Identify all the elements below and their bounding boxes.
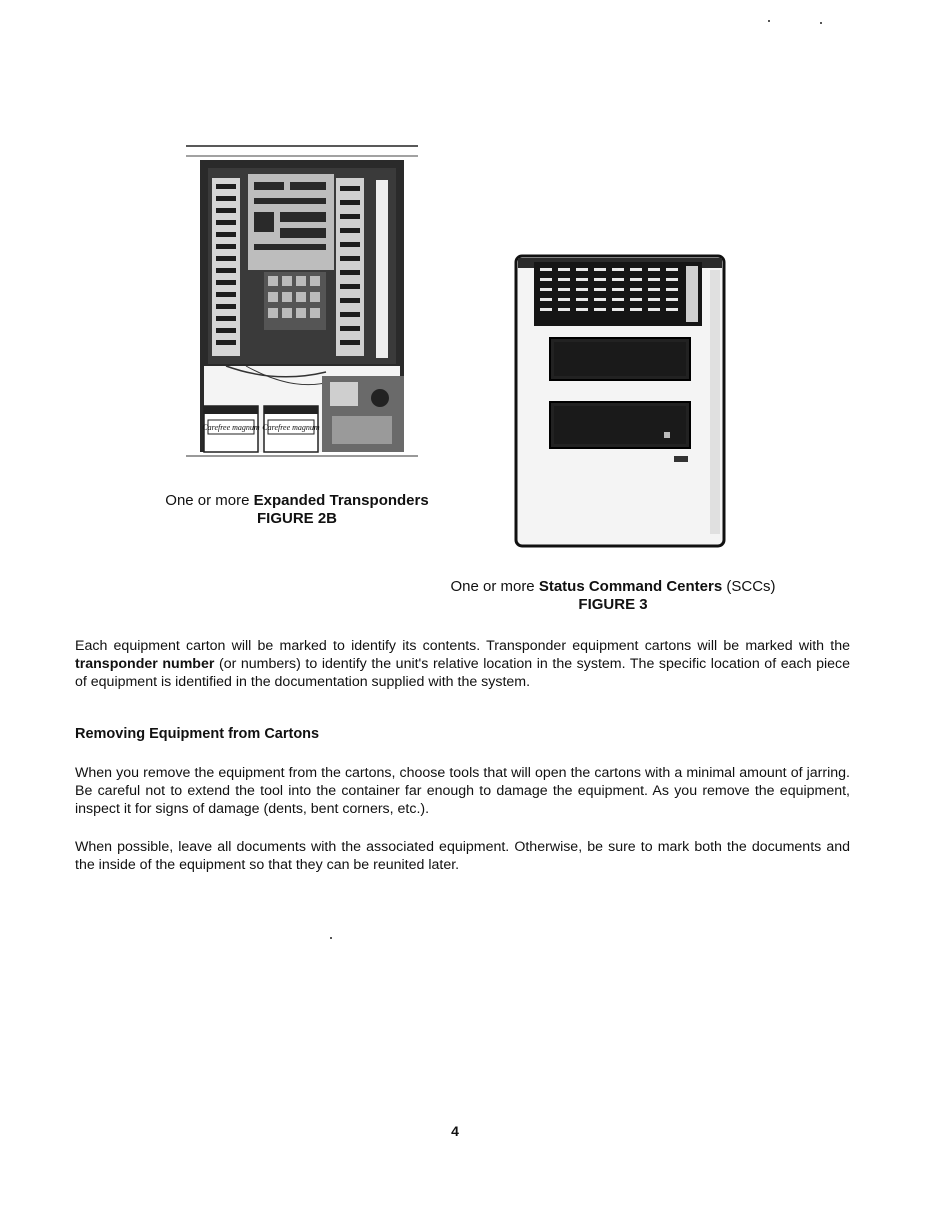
expanded-transponder-photo	[186, 144, 418, 472]
documents-paragraph: When possible, leave all documents with the associated equipment. Otherwise, be sure to mark both the documents and the inside of the equipment so that they can be reunited later.	[75, 839, 850, 873]
section-heading: Removing Equipment from Cartons	[75, 726, 320, 742]
status-command-center-photo	[514, 254, 726, 550]
figure-2b-caption	[150, 492, 444, 528]
paragraph-text-a: Each equipment carton will be marked to identify its contents. Transponder equipment cartons will be marked with the	[75, 638, 850, 654]
figure-3-caption	[430, 578, 796, 614]
scan-speck	[820, 22, 822, 24]
figure-label: FIGURE 3	[578, 596, 648, 613]
removing-equipment-paragraph: When you remove the equipment from the cartons, choose tools that will open the cartons with a minimal amount of jarring. Be careful not to extend the tool into the container far enough to damage the equipment. As you remove the equipment, inspect it for signs of damage (dents, bent corners, etc.).	[75, 765, 850, 817]
page-number: 4	[451, 1123, 459, 1139]
caption-bold-term: Status Command Centers	[538, 578, 723, 595]
battery-label-right: Carefree magnum	[262, 423, 320, 432]
caption-suffix: (SCCs)	[722, 578, 776, 595]
caption-prefix: One or more	[165, 492, 254, 509]
battery-label-left: Carefree magnum	[202, 423, 260, 432]
scan-speck	[330, 937, 332, 939]
paragraph-text-b: (or numbers) to identify the unit's relative location in the system. The specific location of each piece of equipment is identified in the documentation supplied with the system.	[75, 656, 850, 690]
equipment-carton-paragraph	[75, 637, 850, 691]
caption-prefix: One or more	[450, 578, 539, 595]
scan-speck	[768, 20, 770, 22]
figure-label: FIGURE 2B	[256, 510, 337, 527]
transponder-number-term: transponder number	[75, 656, 215, 672]
caption-bold-term: Expanded Transponders	[253, 492, 429, 509]
